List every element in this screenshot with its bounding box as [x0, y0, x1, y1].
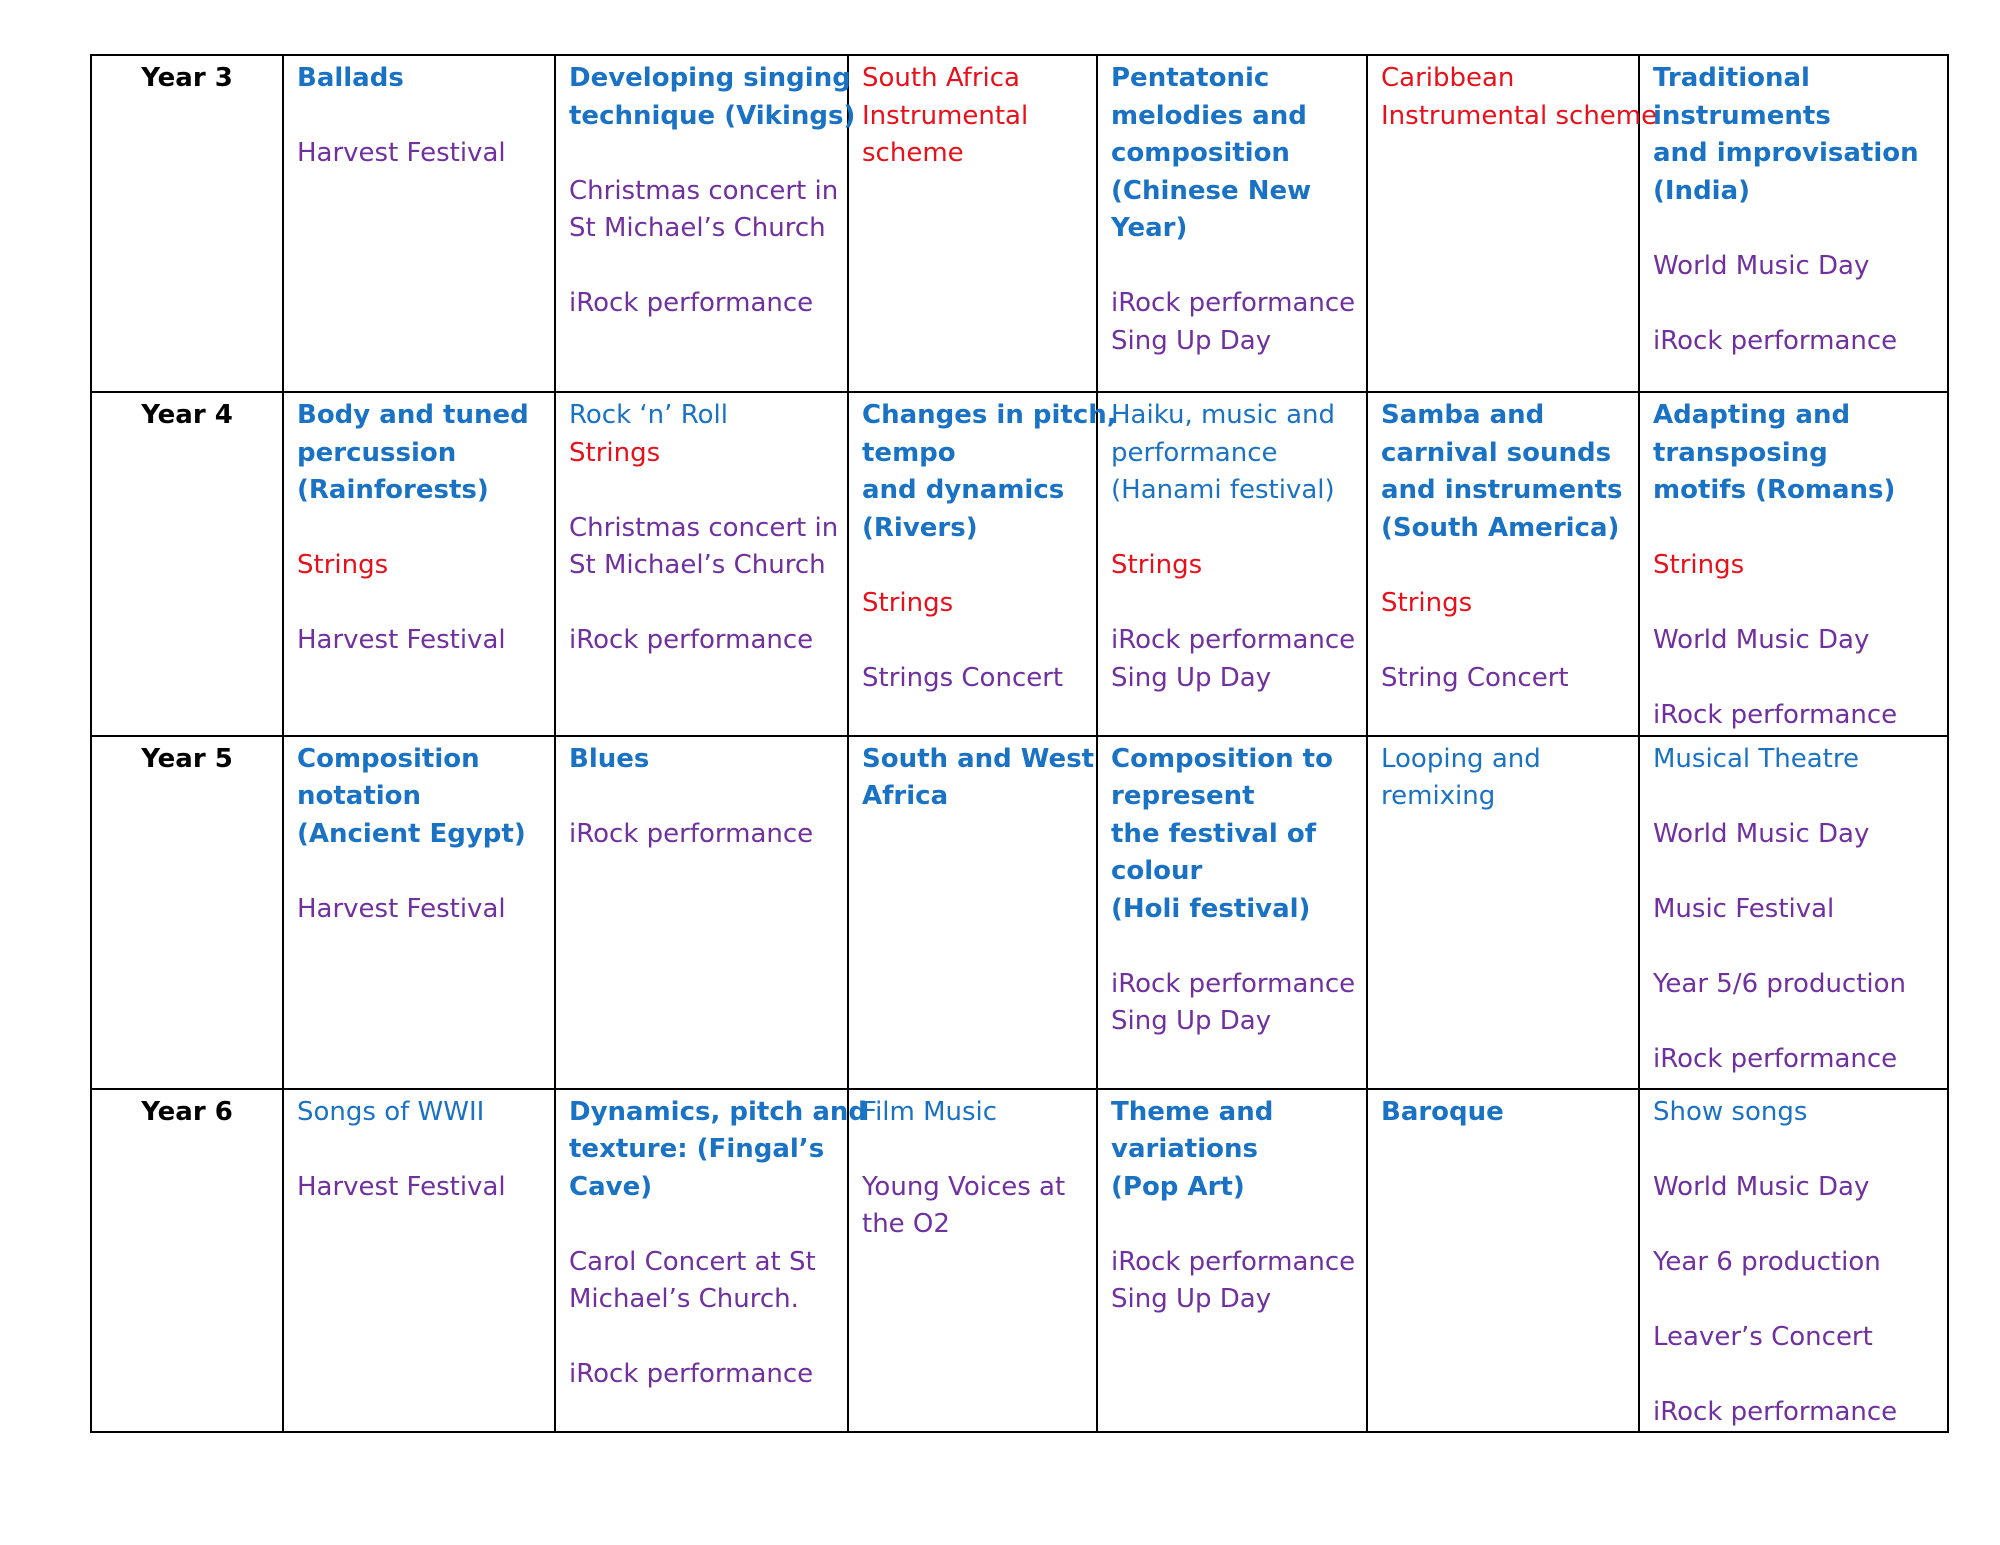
- event-text: Carol Concert at St: [569, 1246, 816, 1277]
- event-text: iRock performance: [1111, 625, 1356, 655]
- spacer: [1111, 248, 1353, 286]
- topic-text: Changes in pitch,: [862, 400, 1117, 430]
- topic-text: remixing: [1381, 781, 1496, 811]
- topic-text: Haiku, music and: [1111, 400, 1336, 430]
- topic-text: performance: [1111, 437, 1278, 468]
- topic-text: Composition to: [1111, 743, 1333, 774]
- topic-text: Samba and: [1381, 400, 1545, 430]
- topic-text: Blues: [569, 743, 650, 774]
- spacer: [1653, 778, 1934, 816]
- topic-text: Body and tuned: [297, 400, 529, 430]
- spacer: [1381, 547, 1625, 585]
- topic-text: represent: [1111, 781, 1255, 811]
- event-text: iRock performance: [569, 625, 814, 655]
- spacer: [297, 98, 541, 136]
- topic-text: (Holi festival): [1111, 893, 1311, 924]
- event-text: iRock performance: [1111, 968, 1356, 999]
- instrumental-text: Instrumental: [862, 100, 1029, 131]
- table-cell: [283, 1089, 555, 1433]
- spacer: [1111, 585, 1353, 623]
- topic-text: Africa: [862, 781, 949, 811]
- topic-text: transposing: [1653, 437, 1828, 468]
- spacer: [569, 135, 834, 173]
- spacer: [1653, 285, 1934, 323]
- spacer: [1653, 210, 1934, 248]
- instrumental-text: scheme: [862, 138, 964, 168]
- topic-text: Looping and: [1381, 743, 1541, 774]
- spacer: [569, 585, 834, 623]
- instrumental-text: Strings: [862, 587, 954, 618]
- event-text: Leaver’s Concert: [1653, 1321, 1873, 1352]
- event-text: iRock performance: [1653, 700, 1898, 730]
- table-row: [91, 1089, 1948, 1433]
- spacer: [297, 510, 541, 548]
- instrumental-text: Strings: [1381, 587, 1473, 618]
- event-text: World Music Day: [1653, 1171, 1870, 1202]
- instrumental-text: Instrumental scheme: [1381, 100, 1658, 131]
- table-cell: [848, 55, 1097, 392]
- spacer: [1111, 510, 1353, 548]
- topic-text: and dynamics: [862, 475, 1065, 505]
- table-cell: [1367, 736, 1639, 1089]
- table-cell: [1367, 55, 1658, 392]
- table-cell: [1639, 1089, 1948, 1433]
- instrumental-text: South Africa: [862, 63, 1020, 93]
- topic-text: composition: [1111, 138, 1290, 168]
- event-text: World Music Day: [1653, 250, 1870, 281]
- event-text: Michael’s Church.: [569, 1284, 799, 1314]
- topic-text: tempo: [862, 437, 956, 468]
- instrumental-text: Strings: [569, 437, 661, 468]
- spacer: [569, 472, 834, 510]
- table-cell: [283, 55, 555, 392]
- event-text: iRock performance: [1111, 288, 1356, 318]
- table-cell: [283, 736, 555, 1089]
- event-text: Sing Up Day: [1111, 1284, 1272, 1314]
- topic-text: (South America): [1381, 512, 1620, 543]
- topic-text: Film Music: [862, 1096, 998, 1127]
- topic-text: South and West: [862, 743, 1095, 774]
- topic-text: (Rivers): [862, 512, 978, 543]
- topic-text: Developing singing: [569, 63, 851, 93]
- spacer: [297, 1131, 541, 1169]
- table-cell: [555, 736, 848, 1089]
- topic-text: (Hanami festival): [1111, 475, 1335, 505]
- topic-text: Pentatonic: [1111, 63, 1270, 93]
- table-cell: [1639, 736, 1948, 1089]
- topic-text: melodies and: [1111, 100, 1307, 131]
- event-text: iRock performance: [1653, 325, 1898, 356]
- table-row: [91, 736, 1948, 1089]
- topic-text: Adapting and: [1653, 400, 1851, 430]
- year-label: Year 3: [91, 55, 283, 392]
- event-text: Christmas concert in: [569, 175, 839, 206]
- topic-text: texture: (Fingal’s: [569, 1134, 825, 1164]
- event-text: Sing Up Day: [1111, 325, 1272, 356]
- spacer: [1653, 853, 1934, 891]
- event-text: Sing Up Day: [1111, 1006, 1272, 1036]
- topic-text: instruments: [1653, 100, 1831, 131]
- instrumental-text: Strings: [1111, 550, 1203, 580]
- event-text: Sing Up Day: [1111, 662, 1272, 693]
- topic-text: (India): [1653, 175, 1751, 206]
- topic-text: colour: [1111, 856, 1203, 886]
- year-label: Year 5: [91, 736, 283, 1089]
- topic-text: and improvisation: [1653, 138, 1919, 168]
- topic-text: carnival sounds: [1381, 437, 1612, 468]
- event-text: Year 6 production: [1653, 1246, 1881, 1277]
- music-curriculum-table: [90, 54, 1949, 1433]
- topic-text: notation: [297, 781, 422, 811]
- instrumental-text: Strings: [297, 550, 389, 580]
- spacer: [1653, 1131, 1934, 1169]
- table-cell: [1639, 392, 1948, 736]
- event-text: World Music Day: [1653, 818, 1870, 849]
- topic-text: Dynamics, pitch and: [569, 1096, 867, 1127]
- event-text: Music Festival: [1653, 893, 1835, 924]
- table-cell: [1097, 392, 1367, 736]
- spacer: [1653, 1003, 1934, 1041]
- topic-text: (Chinese New: [1111, 175, 1312, 206]
- table-cell: [1097, 55, 1367, 392]
- spacer: [569, 778, 834, 816]
- topic-text: (Rainforests): [297, 475, 489, 505]
- event-text: Harvest Festival: [297, 893, 506, 924]
- table-cell: [555, 55, 856, 392]
- event-text: the O2: [862, 1209, 950, 1239]
- spacer: [1653, 660, 1934, 698]
- spacer: [569, 1319, 834, 1357]
- event-text: Year 5/6 production: [1653, 968, 1907, 999]
- event-text: String Concert: [1381, 662, 1569, 693]
- event-text: iRock performance: [569, 1359, 814, 1389]
- topic-text: Year): [1111, 213, 1188, 243]
- spacer: [862, 622, 1083, 660]
- event-text: iRock performance: [569, 288, 814, 318]
- topic-text: Theme and: [1111, 1096, 1274, 1127]
- topic-text: Ballads: [297, 63, 404, 93]
- table-cell: [1367, 392, 1639, 736]
- spacer: [1653, 928, 1934, 966]
- table-cell: [848, 392, 1117, 736]
- table-cell: [848, 736, 1097, 1089]
- spacer: [569, 248, 834, 286]
- event-text: St Michael’s Church: [569, 213, 826, 243]
- spacer: [1653, 1206, 1934, 1244]
- spacer: [862, 547, 1083, 585]
- spacer: [569, 1206, 834, 1244]
- spacer: [297, 585, 541, 623]
- topic-text: Traditional: [1653, 63, 1810, 93]
- topic-text: Composition: [297, 743, 480, 774]
- spacer: [862, 1131, 1083, 1169]
- instrumental-text: Caribbean: [1381, 63, 1515, 93]
- event-text: St Michael’s Church: [569, 550, 826, 580]
- event-text: Young Voices at: [862, 1171, 1066, 1202]
- topic-text: variations: [1111, 1134, 1258, 1164]
- event-text: Christmas concert in: [569, 512, 839, 543]
- table-cell: [283, 392, 555, 736]
- table-cell: [1639, 55, 1948, 392]
- topic-text: (Pop Art): [1111, 1171, 1245, 1202]
- event-text: World Music Day: [1653, 625, 1870, 655]
- spacer: [1653, 585, 1934, 623]
- topic-text: technique (Vikings): [569, 100, 856, 131]
- topic-text: Songs of WWII: [297, 1096, 485, 1127]
- event-text: iRock performance: [1653, 1043, 1898, 1074]
- spacer: [1111, 928, 1353, 966]
- year-label: Year 6: [91, 1089, 283, 1433]
- topic-text: Show songs: [1653, 1096, 1808, 1127]
- event-text: iRock performance: [1653, 1396, 1898, 1427]
- topic-text: motifs (Romans): [1653, 475, 1896, 505]
- event-text: Harvest Festival: [297, 138, 506, 168]
- table-cell: [1097, 736, 1367, 1089]
- table-cell: [555, 1089, 867, 1433]
- topic-text: Cave): [569, 1171, 653, 1202]
- topic-text: Baroque: [1381, 1096, 1504, 1127]
- table-row: [91, 392, 1948, 736]
- topic-text: Musical Theatre: [1653, 743, 1859, 774]
- table-cell: [1367, 1089, 1639, 1433]
- topic-text: Rock ‘n’ Roll: [569, 400, 728, 430]
- spacer: [1381, 622, 1625, 660]
- event-text: Harvest Festival: [297, 1171, 506, 1202]
- year-label: Year 4: [91, 392, 283, 736]
- table-cell: [1097, 1089, 1367, 1433]
- table-row: [91, 55, 1948, 392]
- topic-text: the festival of: [1111, 818, 1317, 849]
- spacer: [1653, 1356, 1934, 1394]
- spacer: [1653, 1281, 1934, 1319]
- topic-text: (Ancient Egypt): [297, 818, 526, 849]
- event-text: iRock performance: [569, 818, 814, 849]
- topic-text: percussion: [297, 437, 457, 468]
- instrumental-text: Strings: [1653, 550, 1745, 580]
- topic-text: and instruments: [1381, 475, 1623, 505]
- event-text: Strings Concert: [862, 662, 1064, 693]
- table-cell: [555, 392, 848, 736]
- spacer: [297, 853, 541, 891]
- table-cell: [848, 1089, 1097, 1433]
- event-text: Harvest Festival: [297, 625, 506, 655]
- spacer: [1653, 510, 1934, 548]
- event-text: iRock performance: [1111, 1246, 1356, 1277]
- spacer: [1111, 1206, 1353, 1244]
